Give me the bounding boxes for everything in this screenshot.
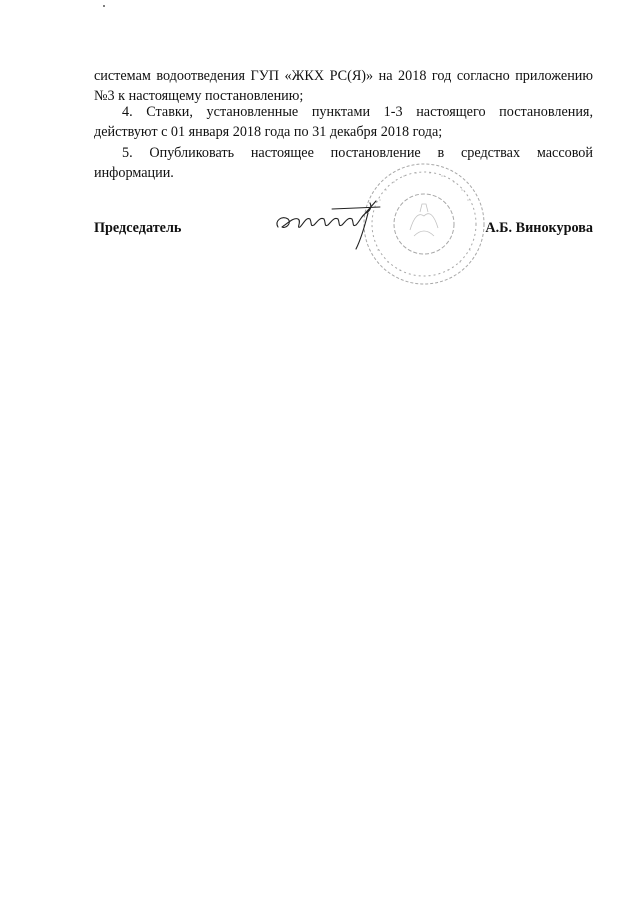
scan-speck — [103, 5, 105, 7]
signatory-title: Председатель — [94, 220, 182, 236]
paragraph-4: 4. Ставки, установленные пунктами 1-3 настоящего постановления, действуют с 01 января 2018 года по 31 декабря 2018 года; — [94, 104, 593, 140]
paragraph-5: 5. Опубликовать настоящее постановление в средствах массовой информации. — [94, 145, 593, 181]
paragraph-continuation-block — [94, 66, 593, 106]
signature-block — [94, 218, 593, 248]
paragraph-4-block — [94, 102, 593, 142]
paragraph-continuation: системам водоотведения ГУП «ЖКХ РС(Я)» на 2018 год согласно приложению №3 к настоящему постановлению; — [94, 68, 593, 104]
paragraph-5-block — [94, 143, 593, 183]
signatory-name: А.Б. Винокурова — [485, 220, 593, 236]
